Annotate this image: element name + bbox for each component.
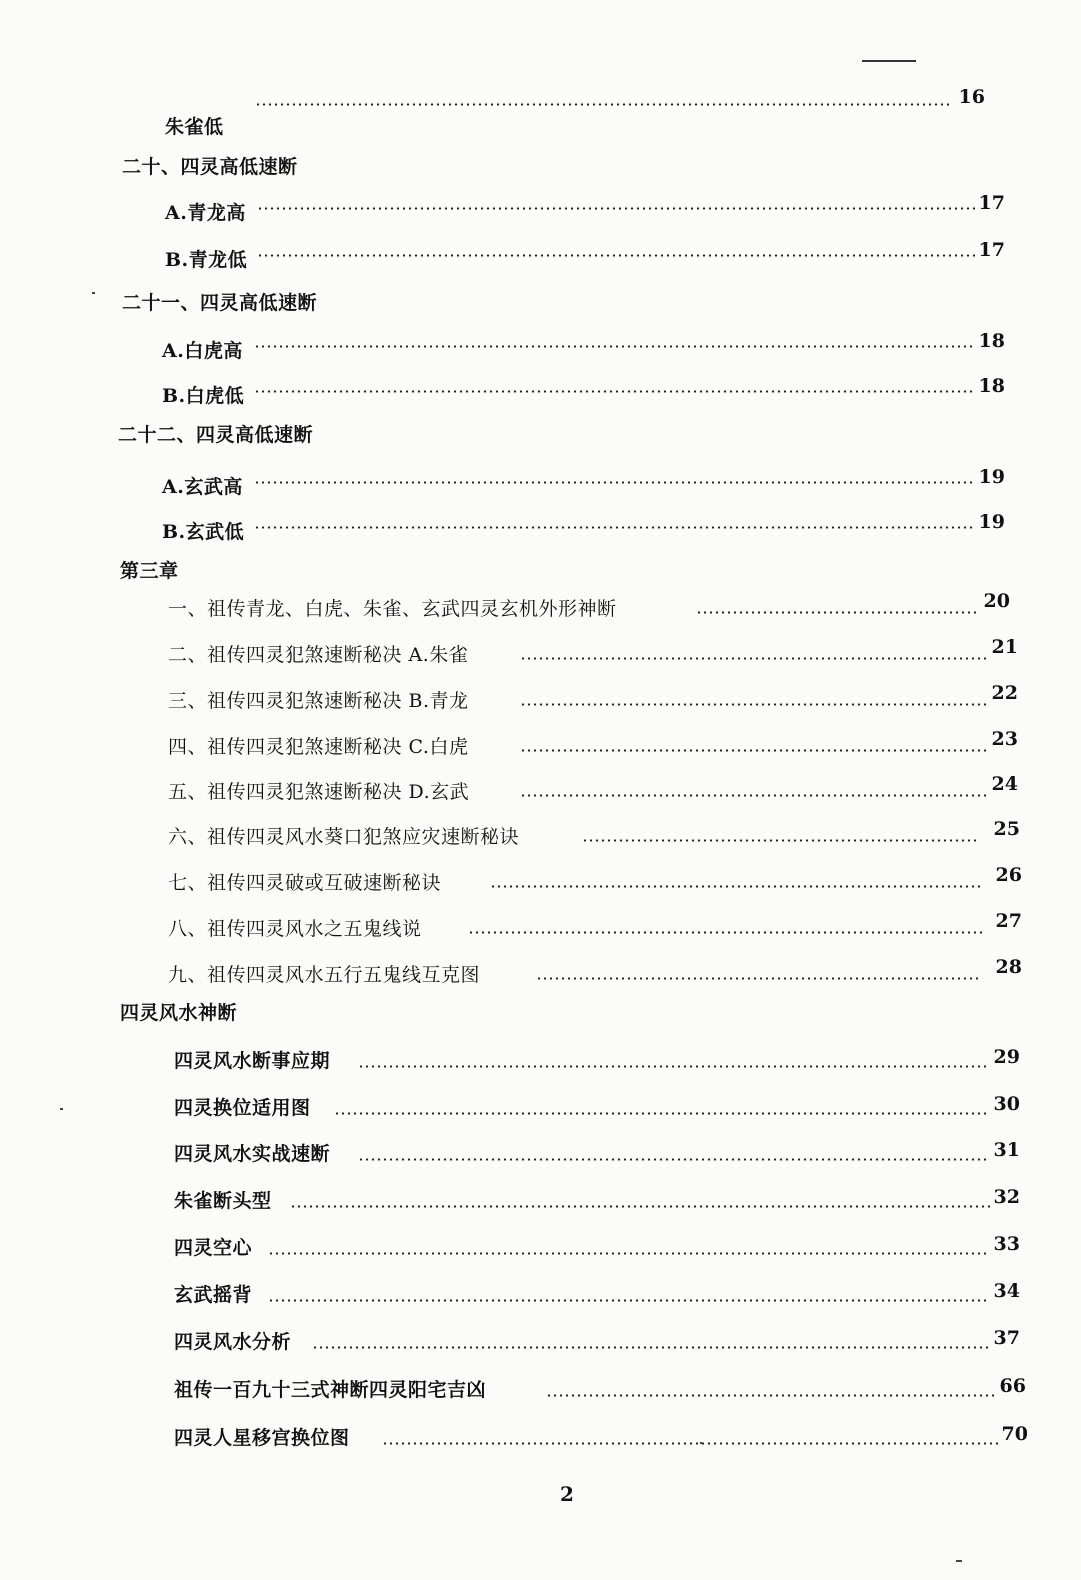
toc-page-number: 37: [993, 1327, 1020, 1349]
toc-label: B.青龙低: [165, 249, 248, 271]
leader-dots: [268, 1299, 990, 1302]
toc-label: 二、祖传四灵犯煞速断秘决 A.朱雀: [168, 644, 469, 666]
toc-page-number: 33: [993, 1233, 1020, 1255]
toc-label: 八、祖传四灵风水之五鬼线说: [168, 918, 422, 940]
toc-page-number: 17: [978, 239, 1005, 261]
toc-section-heading: 二十二、四灵高低速断: [118, 424, 314, 446]
leader-dots: [254, 345, 975, 348]
toc-entry: [168, 958, 1022, 992]
toc-label: 六、祖传四灵风水葵口犯煞应灾速断秘诀: [168, 826, 520, 848]
toc-label: 四灵风水断事应期: [174, 1050, 331, 1072]
toc-label: 五、祖传四灵犯煞速断秘决 D.玄武: [168, 781, 470, 803]
toc-entry: [168, 730, 1018, 764]
toc-label: B.白虎低: [162, 385, 245, 407]
toc-page-number: 31: [993, 1139, 1020, 1161]
toc-entry: [174, 1278, 1020, 1312]
header-rule: [862, 60, 916, 62]
toc-page-number: 17: [978, 192, 1005, 214]
toc-label: 朱雀断头型: [174, 1190, 272, 1212]
toc-label: A.玄武高: [162, 476, 243, 498]
leader-dots: [582, 839, 980, 842]
leader-dots: [254, 526, 975, 529]
leader-dots: [696, 611, 980, 614]
toc-page-number: 22: [991, 682, 1018, 704]
toc-page-number: 19: [978, 466, 1005, 488]
toc-label: 四灵风水实战速断: [174, 1143, 331, 1165]
leader-dots: [254, 390, 975, 393]
leader-dots: [312, 1346, 990, 1349]
toc-label: 四灵换位适用图: [174, 1097, 311, 1119]
scan-speck: [700, 1442, 702, 1444]
toc-page-number: 18: [978, 375, 1005, 397]
toc-page-number: 34: [993, 1280, 1020, 1302]
toc-entry: [162, 511, 1005, 549]
toc-entry: [168, 912, 1022, 946]
toc-label: 一、祖传青龙、白虎、朱雀、玄武四灵玄机外形神断: [168, 598, 617, 620]
leader-dots: [382, 1442, 998, 1445]
toc-label: 七、祖传四灵破或互破速断秘诀: [168, 872, 442, 894]
toc-label: 四灵人星移宫换位图: [174, 1427, 350, 1449]
toc-chapter-heading: 第三章: [120, 560, 179, 582]
scan-speck: [956, 1560, 962, 1562]
footer-page-number: 2: [560, 1482, 574, 1506]
toc-page-number: 16: [958, 86, 985, 108]
toc-page-number: 18: [978, 330, 1005, 352]
toc-page-number: 20: [983, 590, 1010, 612]
leader-dots: [546, 1394, 996, 1397]
toc-entry: [174, 1137, 1020, 1171]
toc-entry: [168, 820, 1020, 854]
leader-dots: [358, 1158, 990, 1161]
toc-page-number: 19: [978, 511, 1005, 533]
toc-page-number: 70: [1001, 1423, 1028, 1445]
toc-entry: [168, 592, 1010, 626]
scan-speck: [92, 292, 95, 294]
scan-speck: [60, 1108, 63, 1110]
leader-dots: [255, 103, 951, 106]
toc-label: 四灵风水分析: [174, 1331, 292, 1353]
toc-entry: [168, 638, 1018, 672]
toc-label: 四、祖传四灵犯煞速断秘决 C.白虎: [168, 736, 469, 758]
toc-label: 三、祖传四灵犯煞速断秘决 B.青龙: [168, 690, 469, 712]
toc-page-number: 27: [995, 910, 1022, 932]
toc-entry: [174, 1184, 1020, 1218]
toc-page-number: 29: [993, 1046, 1020, 1068]
leader-dots: [536, 977, 982, 980]
toc-section-heading: 二十、四灵高低速断: [122, 156, 298, 178]
toc-entry: [162, 330, 1005, 368]
toc-entry: [174, 1091, 1020, 1125]
leader-dots: [520, 703, 988, 706]
toc-label: A.白虎高: [162, 340, 243, 362]
toc-entry: [174, 1044, 1020, 1078]
toc-entry: [165, 239, 1005, 277]
leader-dots: [290, 1205, 990, 1208]
toc-entry: [174, 1325, 1020, 1359]
toc-page-number: 30: [993, 1093, 1020, 1115]
leader-dots: [254, 481, 975, 484]
toc-label: B.玄武低: [162, 521, 245, 543]
toc-entry: [162, 466, 1005, 504]
toc-entry: [162, 375, 1005, 413]
toc-entry: [165, 192, 1005, 230]
toc-label: 朱雀低: [165, 116, 224, 138]
leader-dots: [520, 657, 988, 660]
toc-entry: [174, 1231, 1020, 1265]
toc-entry: [168, 866, 1022, 900]
leader-dots: [520, 794, 988, 797]
toc-label: 四灵空心: [174, 1237, 253, 1259]
toc-page-number: 32: [993, 1186, 1020, 1208]
toc-label: 祖传一百九十三式神断四灵阳宅吉凶: [174, 1379, 487, 1401]
toc-part-heading: 四灵风水神断: [120, 1002, 238, 1024]
leader-dots: [334, 1112, 990, 1115]
toc-label: A.青龙高: [165, 202, 246, 224]
leader-dots: [358, 1065, 990, 1068]
toc-entry: [165, 110, 985, 144]
toc-page-number: 66: [999, 1375, 1026, 1397]
toc-entry: [165, 76, 985, 110]
toc-entry: [168, 775, 1018, 809]
toc-label: 玄武摇背: [174, 1284, 253, 1306]
leader-dots: [268, 1252, 990, 1255]
toc-entry: [174, 1373, 1026, 1407]
toc-entry: [168, 684, 1018, 718]
toc-page-number: 26: [995, 864, 1022, 886]
leader-dots: [490, 885, 982, 888]
toc-page-number: 28: [995, 956, 1022, 978]
leader-dots: [257, 254, 975, 257]
toc-page-number: 24: [991, 773, 1018, 795]
toc-section-heading: 二十一、四灵高低速断: [122, 292, 318, 314]
toc-page-number: 21: [991, 636, 1018, 658]
toc-entry: [174, 1421, 1028, 1455]
toc-page-number: 25: [993, 818, 1020, 840]
toc-label: 九、祖传四灵风水五行五鬼线互克图: [168, 964, 481, 986]
toc-page-number: 23: [991, 728, 1018, 750]
leader-dots: [468, 931, 982, 934]
leader-dots: [520, 749, 988, 752]
leader-dots: [257, 207, 975, 210]
